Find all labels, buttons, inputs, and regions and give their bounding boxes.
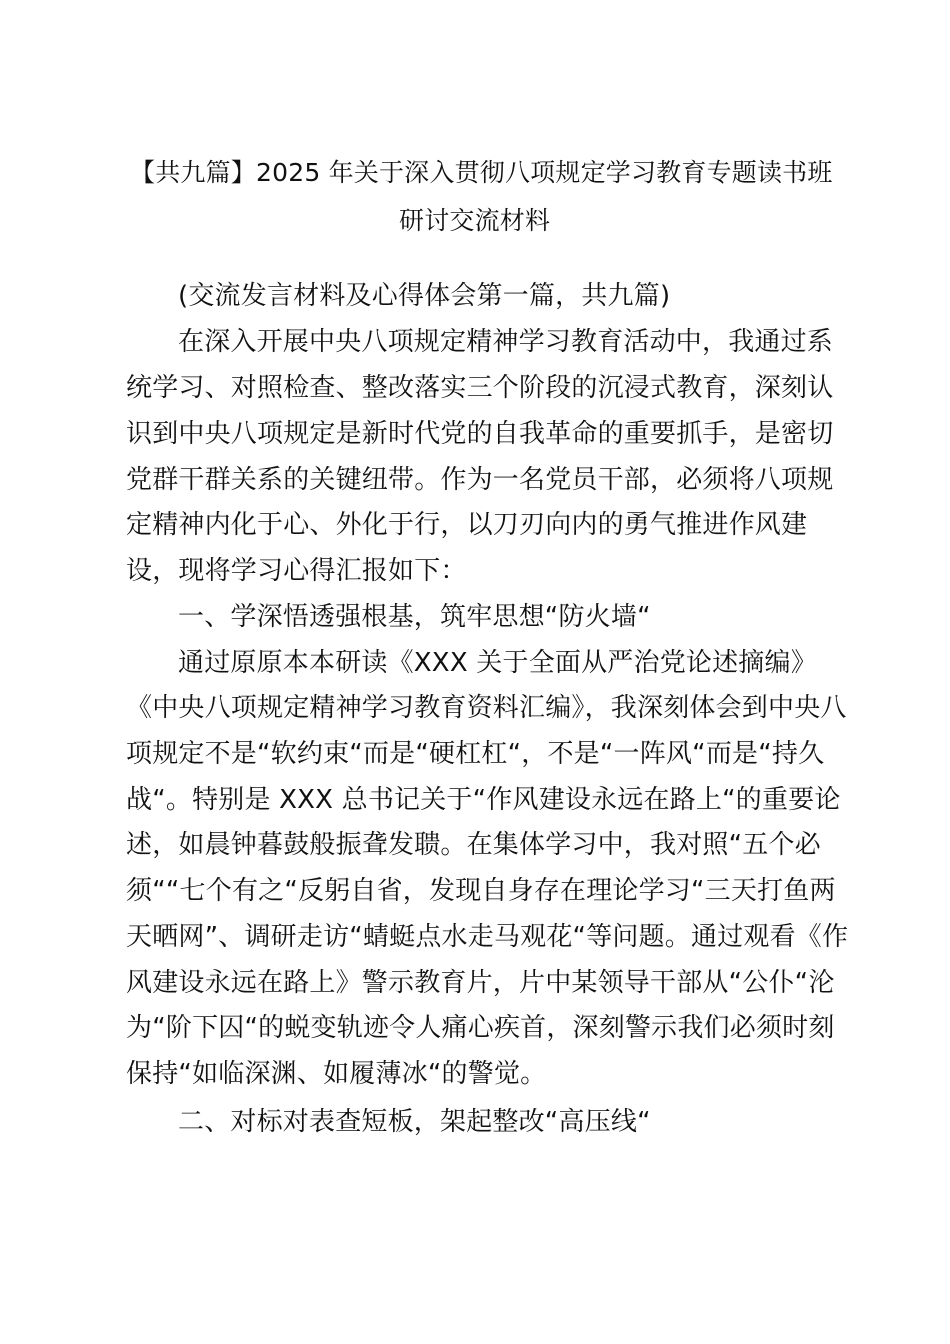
intro-line-5: 定精神内化于心、外化于行，以刀刃向内的勇气推进作风建 bbox=[126, 510, 808, 540]
title-line-2: 研讨交流材料 bbox=[399, 206, 551, 235]
section-1-line-10: 保持“如临深渊、如履薄冰“的警觉。 bbox=[126, 1059, 547, 1089]
intro-line-4: 党群干群关系的关键纽带。作为一名党员干部，必须将八项规 bbox=[126, 465, 834, 495]
intro-line-1: 在深入开展中央八项规定精神学习教育活动中，我通过系 bbox=[178, 327, 834, 357]
section-1-line-1: 通过原原本本研读《XXX 关于全面从严治党论述摘编》 bbox=[178, 648, 817, 678]
intro-line-6: 设，现将学习心得汇报如下： bbox=[126, 556, 467, 586]
section-1-line-7: 天晒网”、调研走访“蜻蜓点水走马观花“等问题。通过观看《作 bbox=[126, 922, 849, 952]
intro-line-3: 识到中央八项规定是新时代党的自我革命的重要抓手，是密切 bbox=[126, 419, 834, 449]
section-1-line-3: 项规定不是“软约束“而是“硬杠杠“，不是“一阵风“而是“持久 bbox=[126, 739, 825, 769]
section-1-line-9: 为“阶下囚“的蜕变轨迹令人痛心疾首，深刻警示我们必须时刻 bbox=[126, 1013, 835, 1043]
section-1-heading: 一、学深悟透强根基，筑牢思想“防火墙“ bbox=[178, 602, 651, 632]
section-1-line-2: 《中央八项规定精神学习教育资料汇编》，我深刻体会到中央八 bbox=[126, 693, 847, 723]
title-line-1: 【共九篇】2025 年关于深入贯彻八项规定学习教育专题读书班 bbox=[130, 158, 833, 187]
section-1-line-8: 风建设永远在路上》警示教育片，片中某领导干部从“公仆“沦 bbox=[126, 968, 835, 998]
section-1-line-5: 述，如晨钟暮鼓般振聋发聩。在集体学习中，我对照“五个必 bbox=[126, 830, 821, 860]
section-1-line-4: 战“。特别是 XXX 总书记关于“作风建设永远在路上“的重要论 bbox=[126, 785, 841, 815]
section-1-line-6: 须““七个有之“反躬自省，发现自身存在理论学习“三天打鱼两 bbox=[126, 876, 836, 906]
intro-line-2: 统学习、对照检查、整改落实三个阶段的沉浸式教育，深刻认 bbox=[126, 373, 834, 403]
section-2-heading: 二、对标对表查短板，架起整改“高压线“ bbox=[178, 1107, 651, 1137]
subtitle: (交流发言材料及心得体会第一篇，共九篇) bbox=[178, 281, 671, 311]
